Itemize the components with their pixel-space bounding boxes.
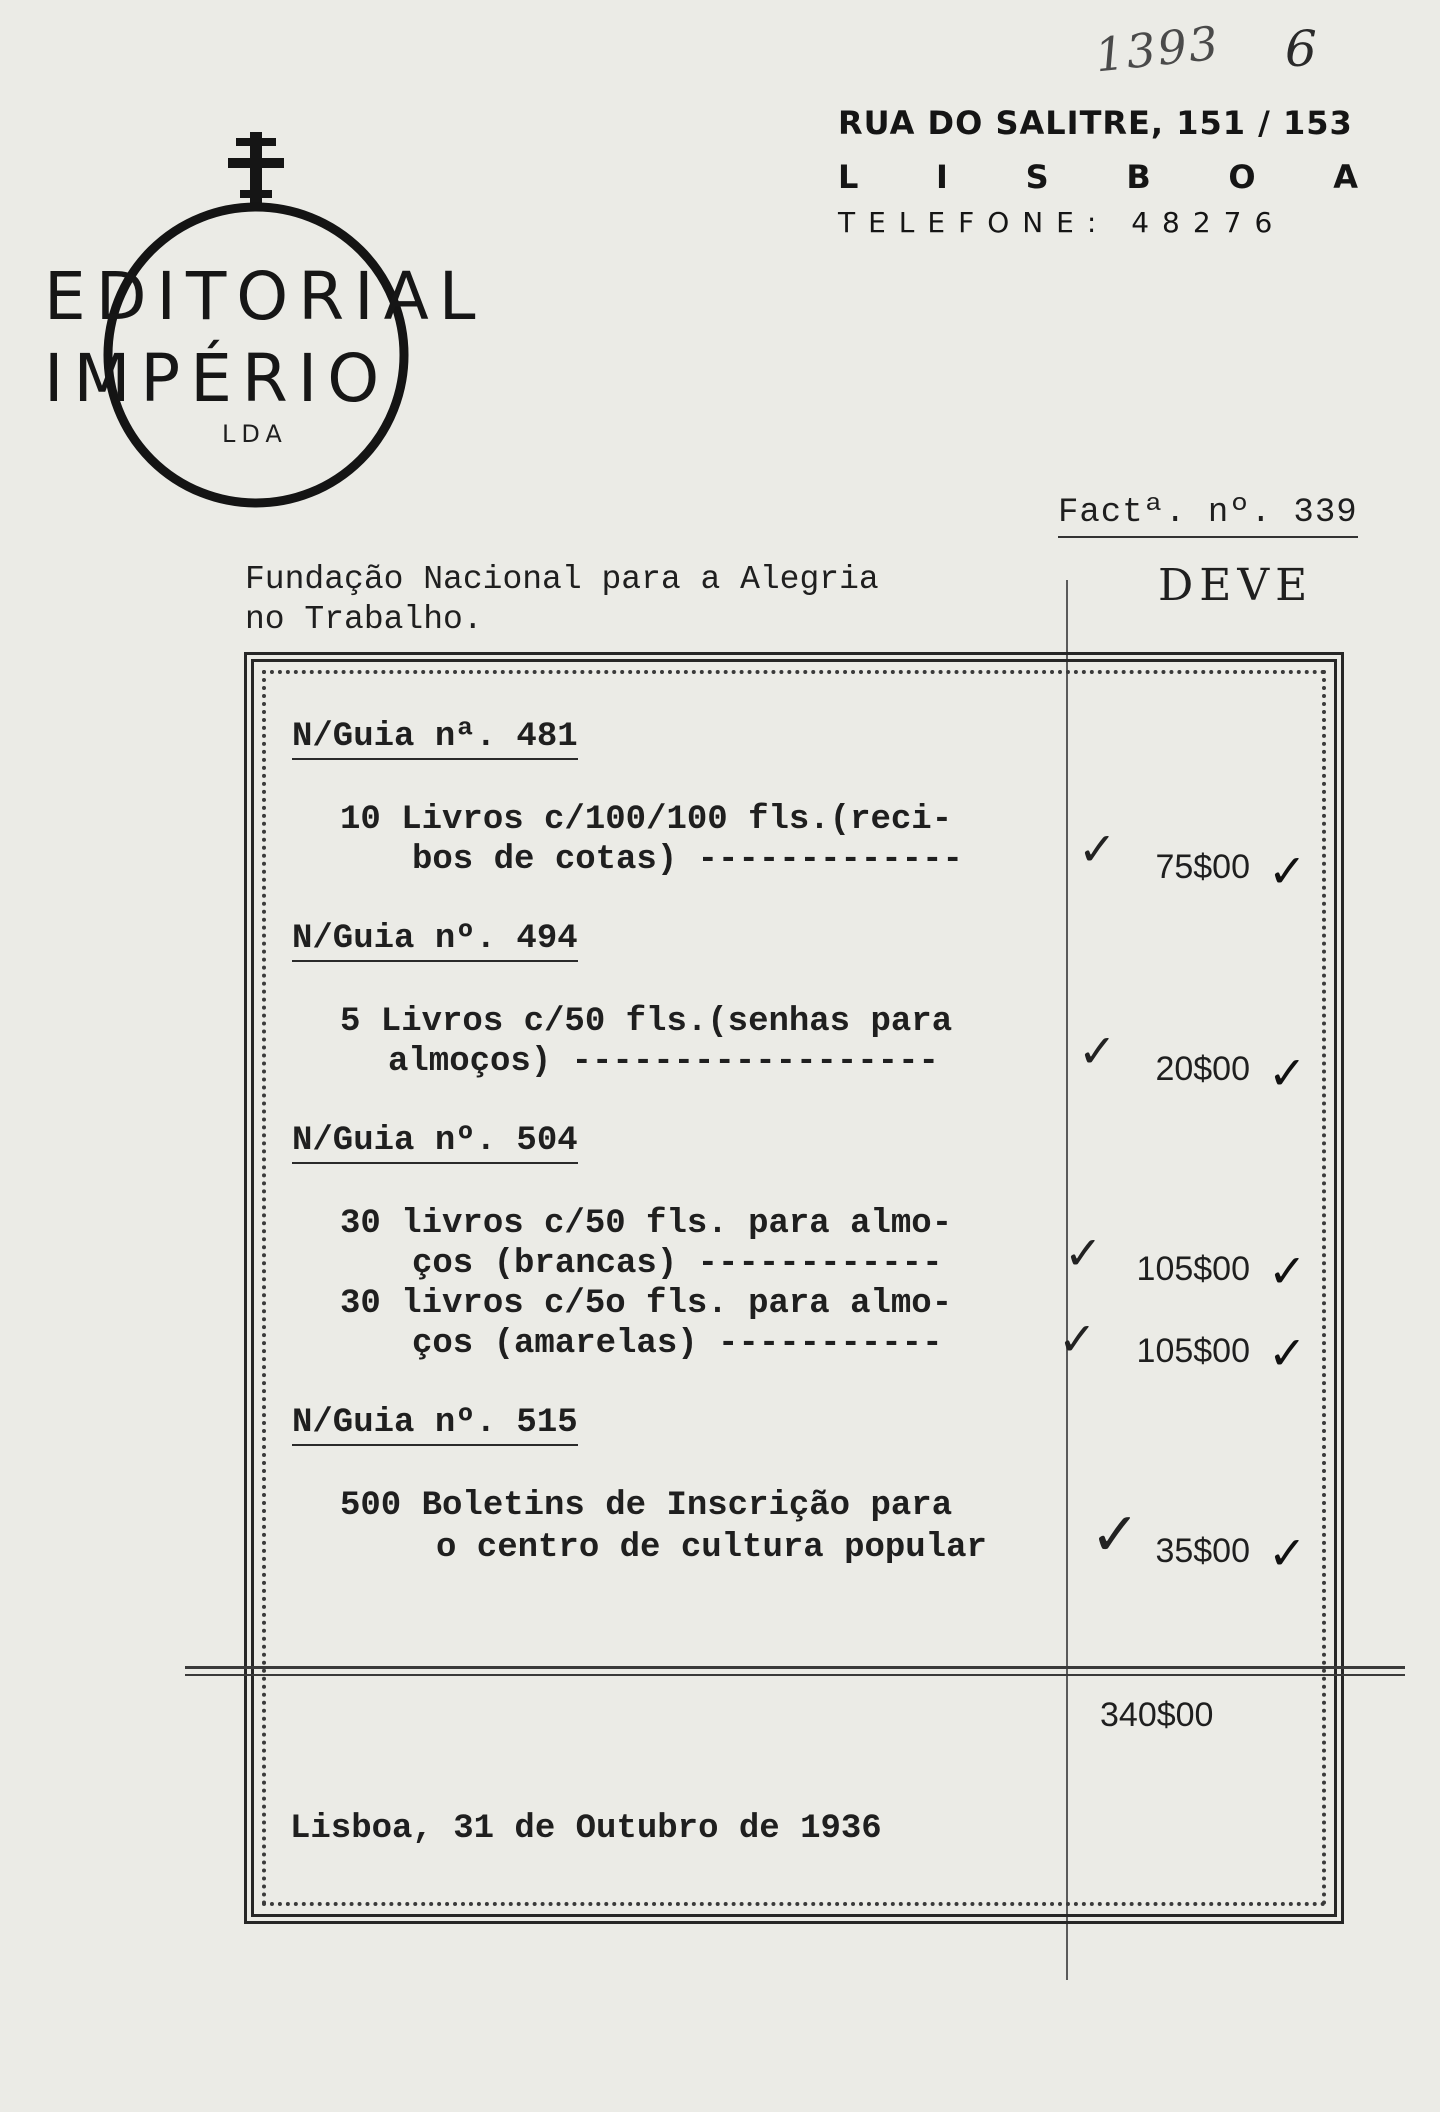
checkmark-icon: ✓ [1268,1526,1307,1580]
customer-name [245,560,1065,640]
address-city [838,158,1358,196]
line-item-text: almoços) ------------------ [388,1043,939,1081]
city-letter: L [838,158,859,196]
line-item-text: 500 Boletins de Inscrição para [340,1487,953,1525]
guia-heading: N/Guia nº. 494 [292,920,578,962]
line-item-text: 30 livros c/5o fls. para almo- [340,1285,953,1323]
logo-suffix: LDA [222,420,288,448]
line-amount: 75$00 [1155,848,1250,886]
line-item-text: 30 livros c/50 fls. para almo- [340,1205,953,1243]
customer-line-1: Fundação Nacional para a Alegria [245,561,879,598]
guia-heading: N/Guia nº. 515 [292,1404,578,1446]
invoice-number: Factª. nº. 339 [1058,494,1358,538]
checkmark-icon: ✓ [1078,822,1117,876]
line-item-text: 10 Livros c/100/100 fls.(reci- [340,801,953,839]
logo-wordmark-line2: IMPÉRIO [44,340,390,417]
handwritten-reference: 1393 [1092,15,1223,83]
line-amount: 105$00 [1136,1332,1250,1370]
total-rule [185,1666,1405,1669]
city-letter: O [1228,158,1256,196]
line-item-text: ços (brancas) ------------ [412,1245,943,1283]
customer-line-2: no Trabalho. [245,601,483,638]
city-letter: I [936,158,948,196]
invoice-date: Lisboa, 31 de Outubro de 1936 [290,1810,882,1848]
line-item-text: o centro de cultura popular [436,1529,987,1567]
checkmark-icon: ✓ [1064,1226,1103,1280]
logo-wordmark-line1: EDITORIAL [44,258,486,335]
line-amount: 35$00 [1155,1532,1250,1570]
cross-emblem-icon [228,132,284,210]
line-item-text: 5 Livros c/50 fls.(senhas para [340,1003,953,1041]
checkmark-icon: ✓ [1268,844,1307,898]
invoice-total: 340$00 [1100,1696,1214,1734]
address-street: RUA DO SALITRE, 151 / 153 [838,104,1353,142]
checkmark-icon: ✓ [1268,1244,1307,1298]
checkmark-icon: ✓ [1268,1326,1307,1380]
phone-number: TELEFONE: 48276 [838,206,1286,239]
city-letter: B [1126,158,1151,196]
line-amount: 105$00 [1136,1250,1250,1288]
checkmark-icon: ✓ [1078,1024,1117,1078]
line-item-text: bos de cotas) ------------- [412,841,963,879]
total-rule [185,1674,1405,1676]
guia-heading: N/Guia nª. 481 [292,718,578,760]
line-item-text: ços (amarelas) ----------- [412,1325,943,1363]
checkmark-icon: ✓ [1058,1312,1097,1366]
line-amount: 20$00 [1155,1050,1250,1088]
checkmark-icon: ✓ [1268,1046,1307,1100]
guia-heading: N/Guia nº. 504 [292,1122,578,1164]
city-letter: S [1025,158,1049,196]
checkmark-icon: ✓ [1090,1500,1141,1570]
handwritten-mark: 6 [1285,20,1317,78]
column-heading-deve: DEVE [1158,560,1314,611]
city-letter: A [1333,158,1358,196]
